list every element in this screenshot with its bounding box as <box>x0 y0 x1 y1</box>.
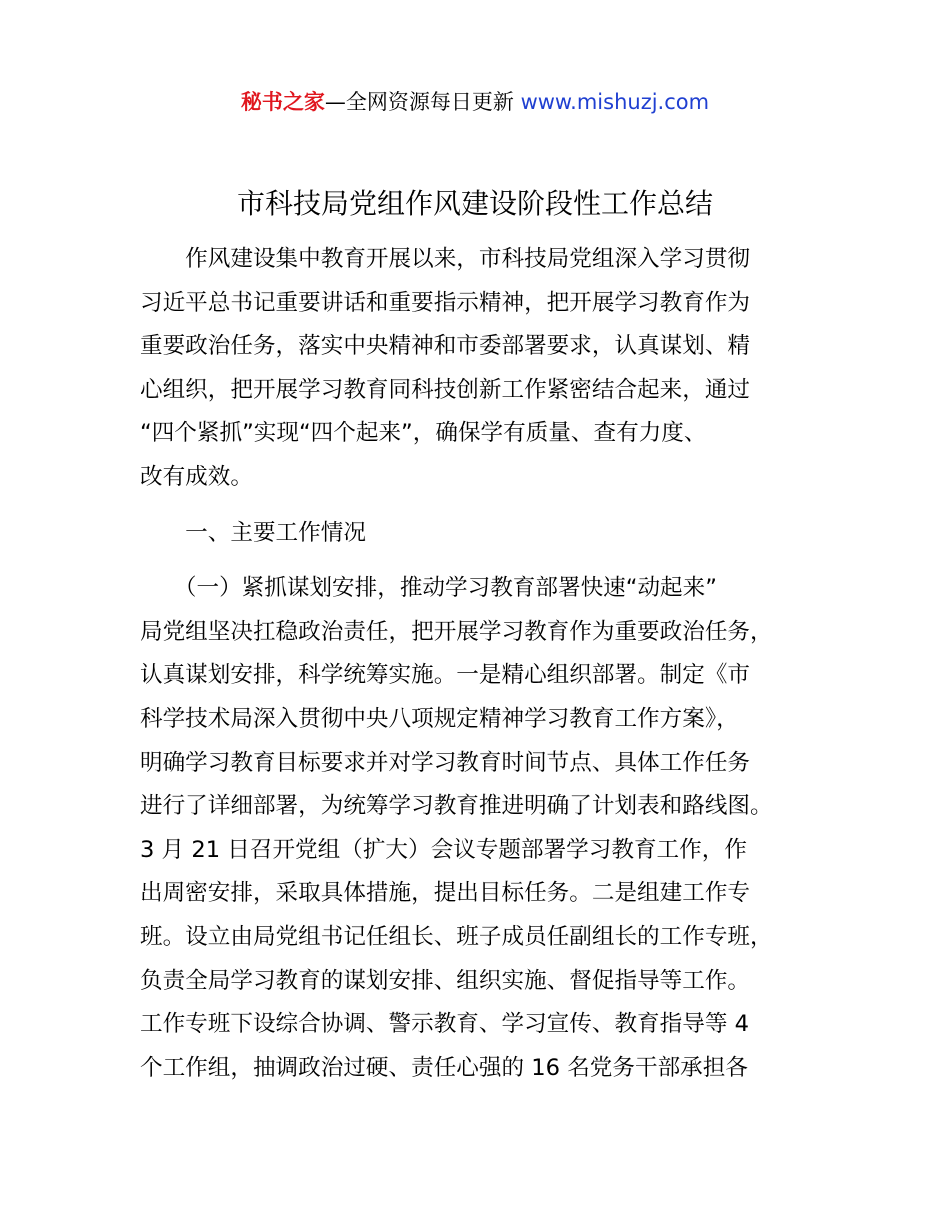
document-body <box>140 238 830 1090</box>
text-line: 作风建设集中教育开展以来，市科技局党组深入学习贯彻 <box>140 246 751 272</box>
text-line: 心组织，把开展学习教育同科技创新工作紧密结合起来，通过 <box>140 376 751 403</box>
text-line: 班。设立由局党组书记任组长、班子成员任副组长的工作专班， <box>140 923 773 950</box>
text-line: 科学技术局深入贯彻中央八项规定精神学习教育工作方案》， <box>140 705 739 732</box>
paragraph-intro <box>140 238 830 500</box>
site-brand: 秘书之家 <box>240 90 325 114</box>
document-title: 市科技局党组作风建设阶段性工作总结 <box>236 187 713 220</box>
text-line: 习近平总书记重要讲话和重要指示精神，把开展学习教育作为 <box>140 289 751 316</box>
text-line: 明确学习教育目标要求并对学习教育时间节点、具体工作任务 <box>140 749 751 776</box>
site-header <box>0 87 950 117</box>
text-line: 负责全局学习教育的谋划安排、组织实施、督促指导等工作。 <box>140 967 751 994</box>
subsection-heading: （一）紧抓谋划安排，推动学习教育部署快速“动起来” <box>140 575 717 602</box>
paragraph-work <box>140 611 830 1091</box>
text-line: 进行了详细部署，为统筹学习教育推进明确了计划表和路线图。 <box>140 793 773 820</box>
text-line: 出周密安排，采取具体措施，提出目标任务。二是组建工作专 <box>140 880 751 907</box>
text-line: 认真谋划安排，科学统筹实施。一是精心组织部署。制定《市 <box>140 662 751 689</box>
text-line: 局党组坚决扛稳政治责任，把开展学习教育作为重要政治任务， <box>140 618 773 645</box>
text-line: “四个紧抓”实现“四个起来”，确保学有质量、查有力度、 <box>140 420 707 447</box>
site-url-link[interactable]: www.mishuzj.com <box>520 90 710 114</box>
text-line: 改有成效。 <box>140 463 253 490</box>
text-line: 3 月 21 日召开党组（扩大）会议专题部署学习教育工作，作 <box>140 836 747 863</box>
text-line: 重要政治任务，落实中央精神和市委部署要求，认真谋划、精 <box>140 333 751 360</box>
site-tagline: —全网资源每日更新 <box>324 90 521 114</box>
text-line: 工作专班下设综合协调、警示教育、学习宣传、教育指导等 4 <box>140 1011 749 1038</box>
section-heading: 一、主要工作情况 <box>140 519 366 546</box>
text-line: 个工作组，抽调政治过硬、责任心强的 16 名党务干部承担各 <box>140 1054 748 1081</box>
